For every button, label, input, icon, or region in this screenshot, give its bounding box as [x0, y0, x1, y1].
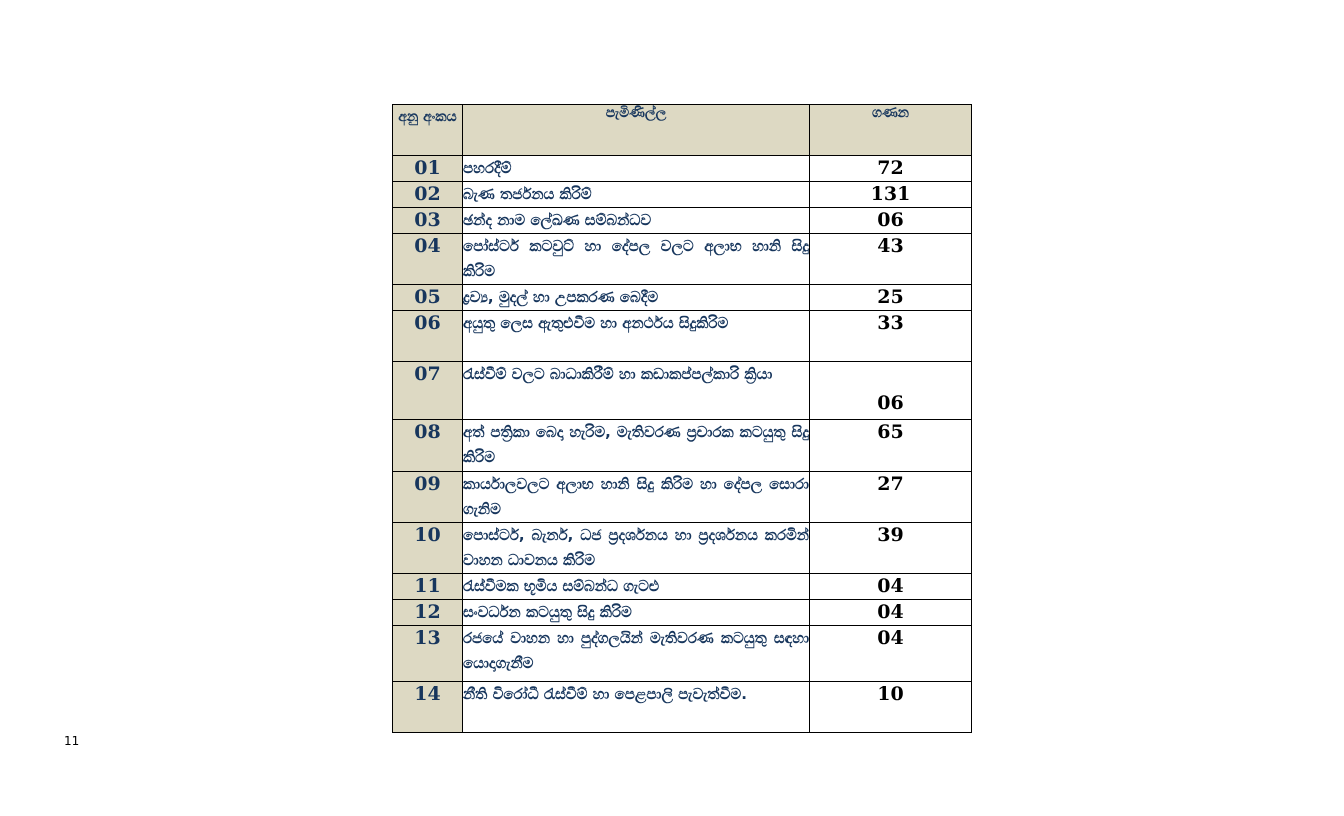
row-number: 08 [393, 420, 463, 472]
table-header-row [393, 105, 972, 156]
row-count: 04 [810, 600, 972, 626]
row-count: 33 [810, 311, 972, 362]
complaints-table [392, 104, 972, 733]
row-number: 03 [393, 208, 463, 234]
row-number: 14 [393, 682, 463, 733]
table-row [393, 156, 972, 182]
row-number: 13 [393, 626, 463, 682]
row-number: 05 [393, 285, 463, 311]
row-complaint: අත් පත්‍රිකා බෙදා හැරිම, මැතිවරණ ප්‍රචාරක කටයුතු සිදු කිරිම [463, 420, 810, 472]
row-count: 06 [810, 208, 972, 234]
row-count: 06 [810, 362, 972, 420]
table-row [393, 574, 972, 600]
row-number: 12 [393, 600, 463, 626]
header-complaint: පැමිණිල්ල [463, 105, 810, 156]
row-complaint: සංවර්ධන කටයුතු සිදු කිරිම [463, 600, 810, 626]
table-row [393, 682, 972, 733]
row-count: 27 [810, 472, 972, 523]
table-row [393, 420, 972, 472]
row-complaint: පෝස්ටර් කටවුට් හා දේපල වලට අලාභ හානි සිදු කිරිම [463, 234, 810, 285]
table-row [393, 285, 972, 311]
row-complaint: අයුතු ලෙස ඇතුළුවීම හා අනර්ථය සිදුකිරිම [463, 311, 810, 362]
row-complaint: ද්‍රව්‍ය, මුදල් හා උපකරණ බෙදීම [463, 285, 810, 311]
row-count: 65 [810, 420, 972, 472]
table-row [393, 472, 972, 523]
row-count: 04 [810, 626, 972, 682]
row-number: 10 [393, 523, 463, 574]
row-number: 04 [393, 234, 463, 285]
row-complaint: ඡන්ද නාම ලේඛණ සම්බන්ධව [463, 208, 810, 234]
row-number: 06 [393, 311, 463, 362]
row-complaint: රැස්වීමක භූමිය සම්බන්ධ ගැටළු [463, 574, 810, 600]
table-row [393, 234, 972, 285]
row-complaint: කාර්යාලවලට අලාභ හානි සිදු කිරිම හා දේපල සොරා ගැනිම [463, 472, 810, 523]
row-count: 131 [810, 182, 972, 208]
header-number: අනු අංකය [393, 105, 463, 156]
page-number: 11 [64, 734, 80, 748]
row-count: 04 [810, 574, 972, 600]
row-number: 01 [393, 156, 463, 182]
table-row [393, 600, 972, 626]
row-complaint: පොස්ටර්, බැනර්, ධජ ප්‍රදර්ශනය හා ප්‍රදර්ශනය කරමින් වාහන ධාවනය කිරිම [463, 523, 810, 574]
row-count: 39 [810, 523, 972, 574]
row-complaint: රජයේ වාහන හා පුද්ගලයින් මැතිවරණ කටයුතු සඳහා යොදාගැනීම [463, 626, 810, 682]
row-count: 72 [810, 156, 972, 182]
row-count: 25 [810, 285, 972, 311]
table-row [393, 523, 972, 574]
row-count: 10 [810, 682, 972, 733]
row-number: 07 [393, 362, 463, 420]
row-number: 11 [393, 574, 463, 600]
row-number: 02 [393, 182, 463, 208]
row-count: 43 [810, 234, 972, 285]
table-row [393, 362, 972, 420]
table-row [393, 208, 972, 234]
row-complaint: බැණ තර්ජනය කිරිම් [463, 182, 810, 208]
table-row [393, 182, 972, 208]
table-row [393, 311, 972, 362]
row-number: 09 [393, 472, 463, 523]
row-complaint: රැස්වීම් වලට බාධාකිරීම් හා කඩාකප්පල්කාරි ක්‍රියා [463, 362, 810, 420]
row-complaint: නීති විරෝධී රැස්වීම් හා පෙළපාලි පැවැත්වීම. [463, 682, 810, 733]
header-count: ගණන [810, 105, 972, 156]
table-row [393, 626, 972, 682]
row-complaint: පහරදීම් [463, 156, 810, 182]
